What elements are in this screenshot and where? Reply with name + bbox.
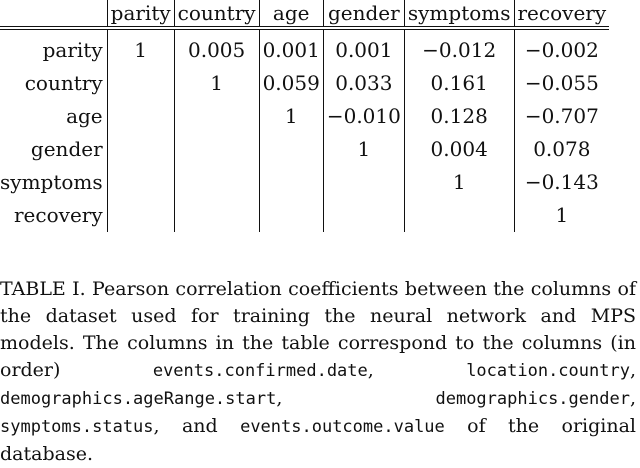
table-caption: TABLE I. Pearson correlation coefficients between the columns of the dataset used for training the neural network and MPS models. The columns in the table correspond to the columns (in order) events.confirmed.date, location.country, demographics.ageRange.start, demographics.gender, symptoms.status, and events.outcome.value of the original database. — [0, 278, 636, 465]
table-cell — [174, 100, 259, 133]
column-header-symptoms: symptoms — [404, 0, 514, 28]
table-cell: 0.004 — [404, 133, 514, 166]
table-cell: 1 — [404, 166, 514, 199]
caption-text: TABLE I. Pearson correlation coefficients between the columns of the dataset used for training the neural network and MPS models. The columns in the table correspond to the columns (in order) — [0, 278, 636, 381]
table-cell: 0.161 — [404, 67, 514, 100]
table-cell — [259, 199, 323, 232]
table-cell — [174, 166, 259, 199]
column-header-age: age — [259, 0, 323, 28]
caption-text: of the original database. — [0, 415, 636, 465]
table-row — [0, 28, 609, 67]
table-cell — [107, 67, 174, 100]
row-label: country — [24, 71, 103, 95]
table-cell: 1 — [259, 100, 323, 133]
caption-column-name: symptoms.status — [0, 417, 154, 437]
table-cell: 1 — [323, 133, 404, 166]
table-cell — [174, 199, 259, 232]
row-label: symptoms — [0, 170, 103, 194]
table-cell: −0.707 — [514, 100, 609, 133]
table-cell — [107, 199, 174, 232]
table-cell: 0.059 — [259, 67, 323, 100]
caption-column-name: events.confirmed.date — [152, 361, 368, 381]
caption-column-name: events.outcome.value — [240, 417, 445, 437]
table-cell — [174, 133, 259, 166]
table-row — [0, 100, 609, 133]
table-cell: 1 — [107, 28, 174, 67]
table-cell — [323, 199, 404, 232]
column-header-gender: gender — [323, 0, 404, 28]
table-cell — [404, 199, 514, 232]
table-cell — [107, 100, 174, 133]
column-header-parity: parity — [107, 0, 174, 28]
column-header-recovery: recovery — [514, 0, 609, 28]
table-cell: 0.128 — [404, 100, 514, 133]
table-cell: 1 — [174, 67, 259, 100]
caption-column-name: location.country — [466, 361, 630, 381]
table-header-row — [0, 0, 609, 28]
table-cell: −0.012 — [404, 28, 514, 67]
table-row — [0, 166, 609, 199]
row-label: gender — [30, 137, 103, 161]
table-cell: 0.005 — [174, 28, 259, 67]
table-cell: 1 — [514, 199, 609, 232]
caption-text: and — [181, 415, 218, 437]
table-cell — [323, 166, 404, 199]
table-cell — [107, 133, 174, 166]
row-label: recovery — [14, 203, 103, 227]
table-row — [0, 199, 609, 232]
caption-column-name: demographics.gender — [435, 389, 630, 409]
caption-column-name: demographics.ageRange.start — [0, 389, 277, 409]
table-cell: −0.010 — [323, 100, 404, 133]
header-corner — [0, 0, 107, 28]
table-cell — [107, 166, 174, 199]
table-cell: −0.055 — [514, 67, 609, 100]
row-label: parity — [42, 38, 103, 62]
table-row — [0, 133, 609, 166]
table-row — [0, 67, 609, 100]
table-cell: −0.002 — [514, 28, 609, 67]
table-cell: −0.143 — [514, 166, 609, 199]
row-label: age — [66, 104, 103, 128]
table-cell: 0.033 — [323, 67, 404, 100]
table-cell — [259, 133, 323, 166]
correlation-table — [0, 0, 609, 232]
table-cell: 0.001 — [259, 28, 323, 67]
table-cell: 0.078 — [514, 133, 609, 166]
table-cell — [259, 166, 323, 199]
column-header-country: country — [174, 0, 259, 28]
table-cell: 0.001 — [323, 28, 404, 67]
